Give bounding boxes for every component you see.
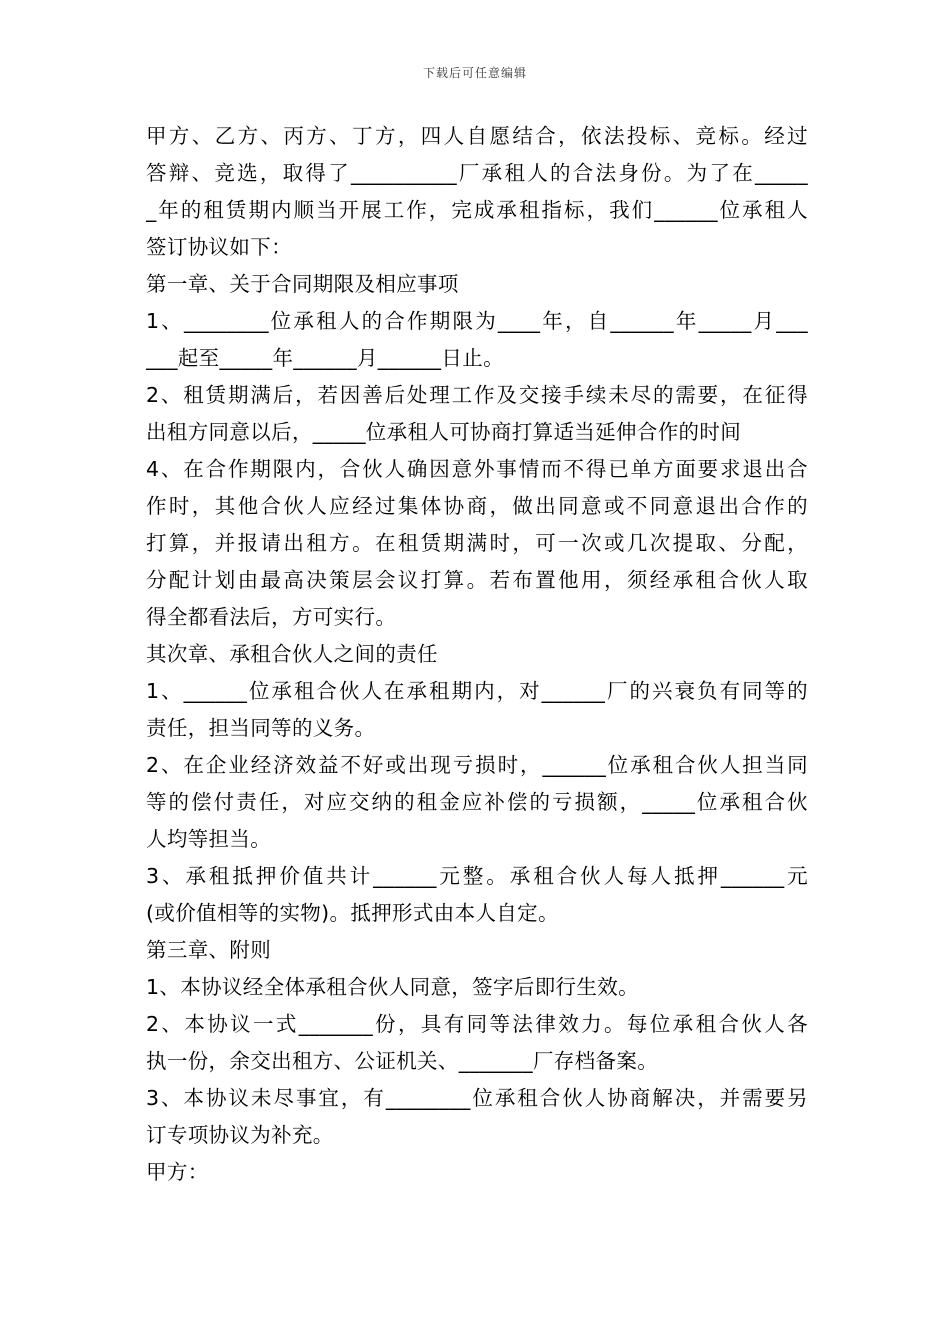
text-line: 4、在合作期限内，合伙人确因意外事情而不得已单方面要求退出合 [146,457,808,481]
text-line: 1、本协议经全体承租合伙人同意，签字后即行生效。 [146,975,639,999]
text-line: 3、承租抵押价值共计______元整。承租合伙人每人抵押______元 [146,864,808,888]
text-line: ___起至_____年______月______日止。 [146,346,504,370]
text-line: 分配计划由最高决策层会议打算。若布置他用，须经承租合伙人取 [146,568,808,592]
document-body [146,118,808,1191]
text-line: 甲方、乙方、丙方、丁方，四人自愿结合，依法投标、竞标。经过 [146,124,808,148]
text-line: 甲方： [146,1160,209,1184]
text-line: 第一章、关于合同期限及相应事项 [146,272,459,296]
text-line: (或价值相等的实物)。抵押形式由本人自定。 [146,901,559,925]
text-line: 执一份，余交出租方、公证机关、_______厂存档备案。 [146,1049,659,1073]
text-line: 等的偿付责任，对应交纳的租金应补偿的亏损额，_____位承租合伙 [146,790,808,814]
text-line: 订专项协议为补充。 [146,1123,334,1147]
text-line: 人均等担当。 [146,827,272,851]
text-line: 1、________位承租人的合作期限为____年，自______年_____月___ [146,309,808,333]
text-line: 第三章、附则 [146,938,272,962]
text-line: 作时，其他合伙人应经过集体协商，做出同意或不同意退出合作的 [146,494,808,518]
text-line: 得全都看法后，方可实行。 [146,605,397,629]
page-header-note: 下载后可任意编辑 [422,66,527,80]
text-line: _年的租赁期内顺当开展工作，完成承租指标，我们______位承租人 [146,198,808,222]
text-line: 打算，并报请出租方。在租赁期满时，可一次或几次提取、分配， [146,531,808,555]
text-line: 2、本协议一式_______份，具有同等法律效力。每位承租合伙人各 [146,1012,808,1036]
text-line: 2、在企业经济效益不好或出现亏损时，______位承租合伙人担当同 [146,753,808,777]
text-line: 出租方同意以后，_____位承租人可协商打算适当延伸合作的时间 [146,420,742,444]
text-line: 答辩、竞选，取得了__________厂承租人的合法身份。为了在_____ [146,161,808,185]
text-line: 2、租赁期满后，若因善后处理工作及交接手续未尽的需要，在征得 [146,383,808,407]
text-line: 1、______位承租合伙人在承租期内，对______厂的兴衰负有同等的 [146,679,808,703]
text-line: 其次章、承租合伙人之间的责任 [146,642,438,666]
text-line: 签订协议如下： [146,235,292,259]
text-line: 责任，担当同等的义务。 [146,716,376,740]
text-line: 3、本协议未尽事宜，有________位承租合伙人协商解决，并需要另 [146,1086,808,1110]
